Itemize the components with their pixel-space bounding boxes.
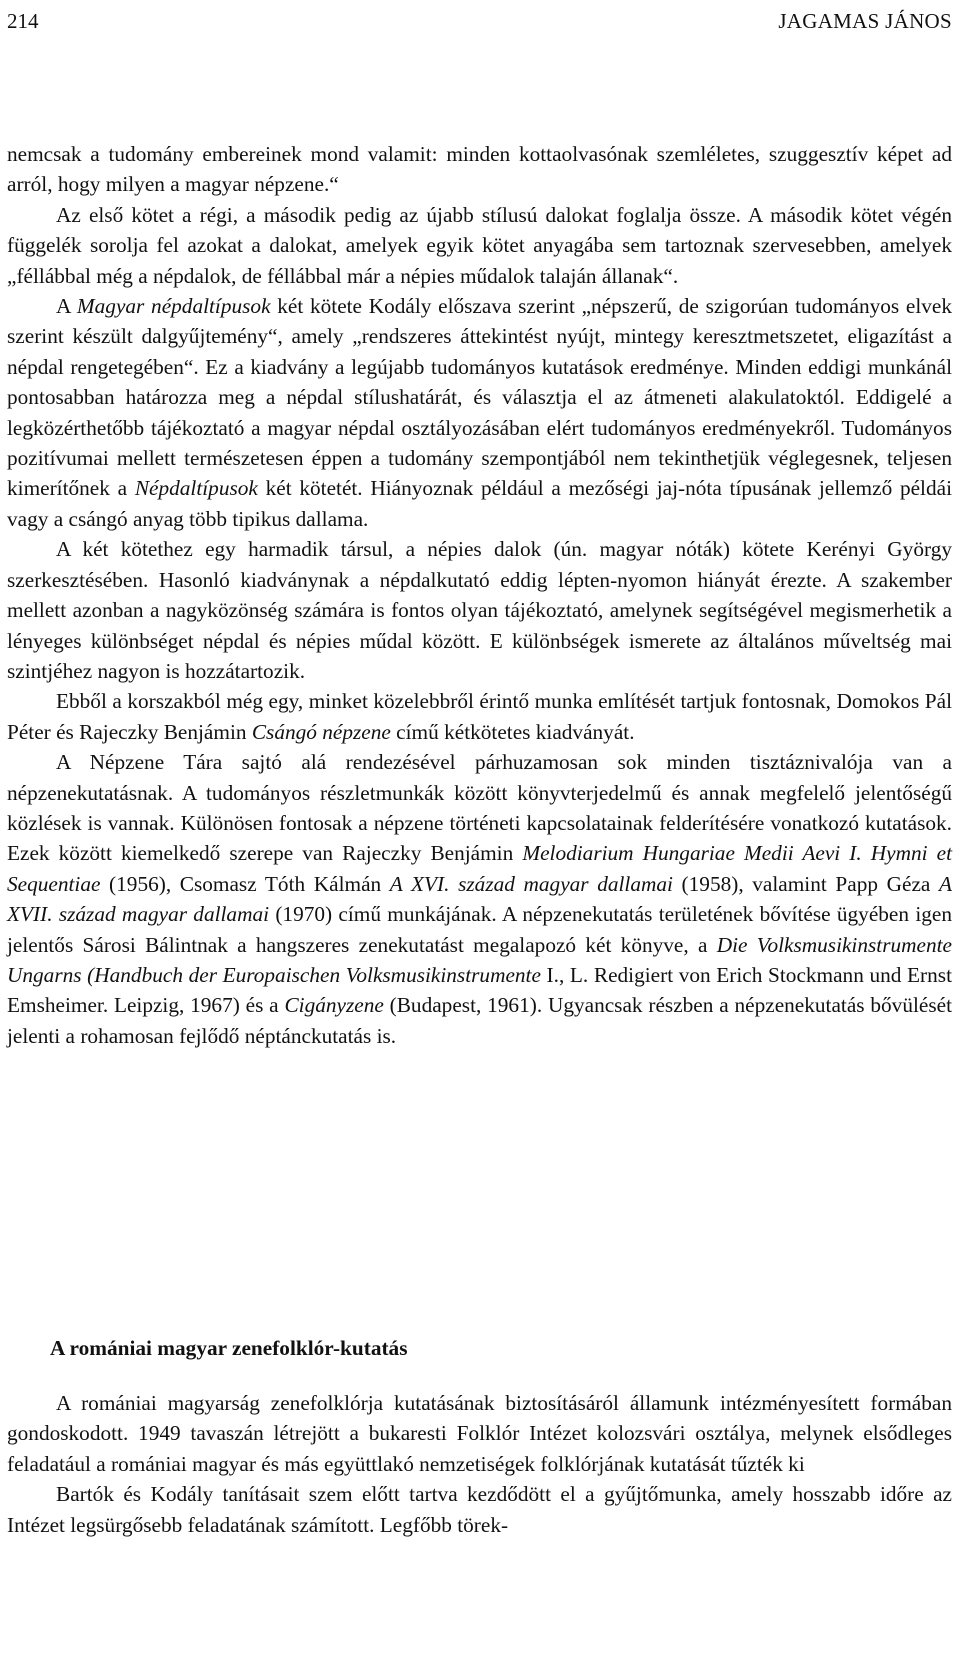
- paragraph: A Magyar népdaltípusok két kötete Kodály előszava szerint „népszerű, de szigorúan tudományos elvek szerint készült dalgyűjtemény“, amely „rendszeres áttekintést nyújt, mintegy keresztmetszetet, eligazítást a népdal rengetegében“. Ez a kiadvány a legújabb tudományos kutatások eredménye. Minden eddigi munkánál pontosabban határozza meg a népdal stílushatárát, és választja el az átmeneti alakulatoktól. Eddigelé a legközérthetőbb tájékoztató a magyar népdal osztályozásában elért tudományos eredményekről. Tudományos pozitívumai mellett természetesen éppen a tudomány szempontjából nem tekinthetjük véglegesnek, teljesen kimerítőnek a Népdaltípusok két kötetét. Hiányoznak például a mezőségi jaj-nóta típusának jellemző példái vagy a csángó anyag több tipikus dallama.: [7, 294, 953, 531]
- book-title: A XVI. század magyar dallamai: [389, 871, 673, 896]
- running-head: JAGAMAS JÁNOS: [778, 9, 952, 33]
- paragraph: A romániai magyarság zenefolklórja kutatásának biztosításáról államunk intézményesített formában gondoskodott. 1949 tavaszán létrejött a bukaresti Folklór Intézet kolozsvári osztálya, melynek elsődleges feladatául a romániai magyar és más együttlakó nemzetiségek folklórjának kutatását tűzték ki: [7, 1391, 952, 1476]
- book-title: A XVII. század magyar dallamai: [7, 871, 952, 927]
- book-title: Die Volksmusikinstrumente Ungarns (Handbuch der Europaischen Volksmusikinstrumente: [7, 932, 952, 987]
- paragraph: A két kötethez egy harmadik társul, a népies dalok (ún. magyar nóták) kötete Kerényi György szerkesztésében. Hasonló kiadványnak a népdalkutató eddig lépten-nyomon hiányát érezte. A szakember mellett azonban a nagyközönség számára is fontos olyan tájékoztató, amelynek segítségével megismerhetik a lényeges különbséget népdal és népies műdal között. E különbségek ismerete az általános műveltség mai szintjéhez nagyon is hozzátartozik.: [7, 537, 952, 683]
- book-title: Népdaltípusok: [134, 476, 258, 501]
- book-title: Csángó népzene: [251, 719, 391, 744]
- book-title: Cigányzene: [284, 993, 384, 1018]
- page-number: 214: [7, 9, 39, 33]
- paragraph: Az első kötet a régi, a második pedig az újabb stílusú dalokat foglalja össze. A második kötet végén függelék sorolja fel azokat a dalokat, amelyek egyik kötet anyagába sem tartoznak szervesebben, amelyek „féllábbal még a népdalok, de féllábbal már a népies műdalok talaján állanak“.: [7, 202, 952, 288]
- paragraph: A Népzene Tára sajtó alá rendezésével párhuzamosan sok minden tisztáznivalója van a népzenekutatásnak. A tudományos részletmunkák között könyvterjedelmű és annak megfelelő jelentőségű közlések is vannak. Különösen fontosak a népzene történeti kapcsolatainak felderítésére vonatkozó kutatások. Ezek között kiemelkedő szerepe van Rajeczky Benjámin Melodiarium Hungariae Medii Aevi I. Hymni et Sequentiae (1956), Csomasz Tóth Kálmán A XVI. század magyar dallamai (1958), valamint Papp Géza A XVII. század magyar dallamai (1970) című munkájának. A népzenekutatás területének bővítése ügyében igen jelentős Sárosi Bálintnak a hangszeres zenekutatást megalapozó két könyve, a Die Volksmusikinstrumente Ungarns (Handbuch der Europaischen Volksmusikinstrumente I., L. Redigiert von Erich Stockmann und Ernst Emsheimer. Leipzig, 1967) és a Cigányzene (Budapest, 1961). Ugyancsak részben a népzenekutatás bővülését jelenti a rohamosan fejlődő néptánckutatás is.: [7, 750, 952, 1048]
- book-title: Melodiarium Hungariae Medii Aevi I. Hymni et Sequentiae: [7, 841, 952, 896]
- paragraph: Bartók és Kodály tanításait szem előtt tartva kezdődött el a gyűjtőmunka, amely hosszabb időre az Intézet legsürgősebb feladatának számított. Legfőbb törek-: [7, 1482, 952, 1537]
- page-header: [7, 6, 952, 36]
- main-text: [7, 139, 952, 1051]
- section-text: [7, 1388, 952, 1540]
- paragraph-continuation: nemcsak a tudomány embereinek mond valamit: minden kottaolvasónak szemléletes, szuggesztív képet ad arról, hogy milyen a magyar népzene.“: [7, 142, 952, 197]
- book-title: Magyar népdaltípusok: [76, 294, 271, 319]
- section-heading: A romániai magyar zenefolklór-kutatás: [50, 1336, 408, 1360]
- paragraph: Ebből a korszakból még egy, minket közelebbről érintő munka említését tartjuk fontosnak, Domokos Pál Péter és Rajeczky Benjámin Csángó népzene című kétkötetes kiadványát.: [7, 689, 952, 744]
